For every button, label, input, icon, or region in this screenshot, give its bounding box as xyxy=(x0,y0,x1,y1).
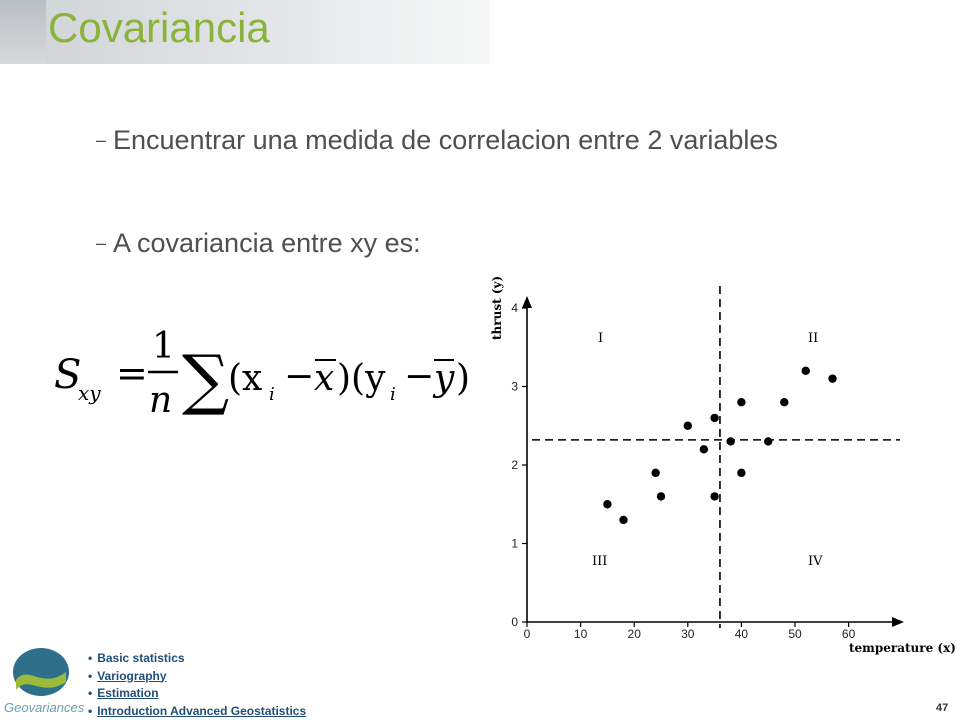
bullet-icon: • xyxy=(88,651,93,665)
quadrant-label-1: I xyxy=(598,331,604,346)
dash-icon: – xyxy=(96,130,107,150)
data-point xyxy=(828,374,836,382)
formula-xbar: x xyxy=(314,358,335,399)
mean-lines xyxy=(532,286,900,628)
formula-i-sub-2: i xyxy=(390,384,396,405)
quadrant-label-3: III xyxy=(592,554,608,569)
formula-minus-2: − xyxy=(404,356,435,397)
x-tick-label: 50 xyxy=(788,627,802,641)
y-tick-label: 2 xyxy=(511,458,518,472)
formula-term-mid: )(y xyxy=(337,358,386,399)
nav-item-variography[interactable] xyxy=(88,668,306,686)
formula-term-open: (x xyxy=(228,358,263,399)
geovariances-logo xyxy=(8,646,74,706)
formula-sum: ∑ xyxy=(182,341,230,418)
formula-numerator: 1 xyxy=(152,326,175,367)
formula-minus-1: − xyxy=(284,356,315,397)
dash-icon: – xyxy=(96,233,107,253)
data-point xyxy=(737,398,745,406)
formula-s-sub: xy xyxy=(78,381,101,405)
page-number: 47 xyxy=(936,702,949,714)
quadrant-label-4: IV xyxy=(808,554,823,569)
formula-i-sub-1: i xyxy=(269,384,275,405)
nav-item-label: Variography xyxy=(97,668,167,683)
nav-item-label: Introduction Advanced Geostatistics xyxy=(97,703,307,718)
y-tick-label: 3 xyxy=(511,379,518,394)
data-point xyxy=(764,437,772,445)
logo-wordmark: Geovariances xyxy=(4,700,85,715)
data-point xyxy=(726,437,734,445)
data-point xyxy=(710,414,718,422)
data-point xyxy=(684,422,692,430)
data-point xyxy=(710,492,718,500)
x-tick-label: 20 xyxy=(627,627,641,641)
formula-close: ) xyxy=(456,358,471,399)
x-axis-label: temperature (x) xyxy=(849,641,956,655)
data-point xyxy=(737,469,745,477)
formula-denominator: n xyxy=(149,380,173,421)
nav-item-label: Basic statistics xyxy=(97,651,185,665)
covariance-formula xyxy=(52,318,472,430)
y-tick-label: 1 xyxy=(511,536,518,551)
x-tick-label: 30 xyxy=(681,627,695,641)
nav-item-label: Estimation xyxy=(97,686,159,700)
bullet-1 xyxy=(96,121,826,201)
x-tick-label: 10 xyxy=(573,627,588,641)
x-tick-label: 60 xyxy=(841,627,856,641)
bullet-1-text: Encuentrar una medida de correlacion entre 2 variables xyxy=(113,125,778,155)
slide-title: Covariancia xyxy=(48,4,270,51)
x-tick-label: 40 xyxy=(734,627,749,641)
bullet-icon: • xyxy=(88,703,93,718)
data-point xyxy=(619,516,627,524)
chart-ticks xyxy=(511,301,855,641)
y-tick-label: 0 xyxy=(511,615,518,629)
logo-globe xyxy=(13,648,69,696)
bullet-2 xyxy=(96,224,696,264)
section-nav xyxy=(88,650,306,720)
x-tick-label: 0 xyxy=(523,627,531,641)
data-point xyxy=(700,445,708,453)
data-point xyxy=(603,500,611,508)
y-axis-label: thrust (y) xyxy=(490,275,504,340)
y-tick-label: 4 xyxy=(511,301,518,315)
bullet-icon: • xyxy=(88,686,93,700)
chart-axes xyxy=(522,296,904,627)
data-point xyxy=(780,398,788,406)
formula-ybar: y xyxy=(434,358,455,399)
data-point xyxy=(657,492,665,500)
bullet-icon: • xyxy=(88,668,93,683)
formula-equals: = xyxy=(116,351,148,395)
quadrant-label-2: II xyxy=(808,331,819,346)
scatter-chart xyxy=(480,262,960,660)
nav-item-basic-statistics[interactable] xyxy=(88,650,306,668)
nav-item-estimation[interactable] xyxy=(88,685,306,703)
title-accent xyxy=(0,0,46,64)
x-axis-arrow xyxy=(892,617,904,627)
nav-item-advanced-geostatistics[interactable] xyxy=(88,703,306,720)
bullet-2-text: A covariancia entre xy es: xyxy=(113,228,421,258)
data-point xyxy=(802,367,810,375)
formula-s: S xyxy=(54,352,82,398)
data-point xyxy=(651,469,659,477)
y-axis-arrow xyxy=(522,296,532,308)
